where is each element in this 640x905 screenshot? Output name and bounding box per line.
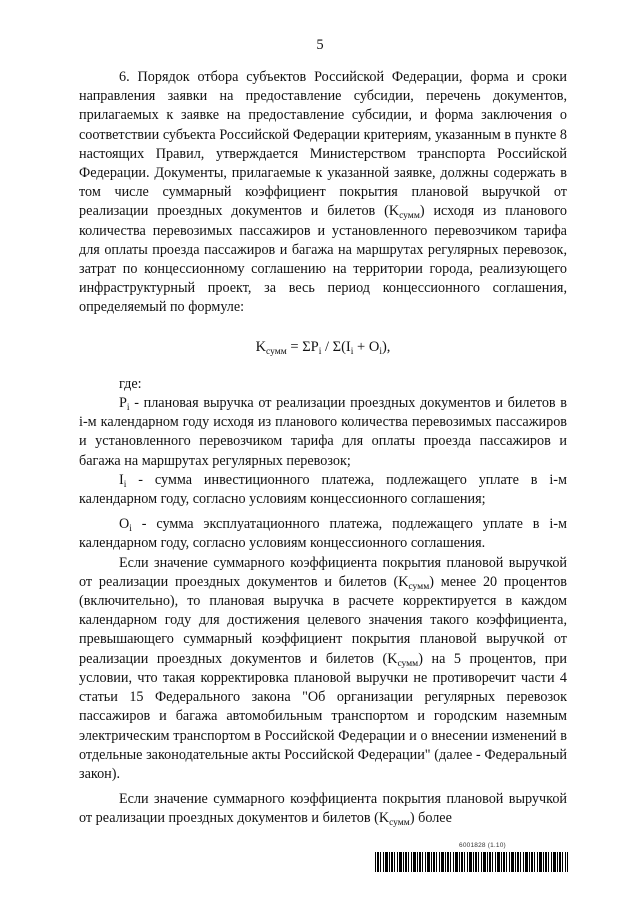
def-p-symbol: P [119,395,127,412]
if1-sub2: сумм [397,658,419,669]
def-i-sub: i [123,479,127,490]
if2-sub1: сумм [389,818,410,829]
definition-i [79,471,567,509]
formula-sub-i3: i [379,346,382,357]
formula-sub-i2: i [350,346,354,357]
def-p-sub: i [126,403,130,414]
formula-sub-i1: i [318,346,322,357]
def-o-text: - сумма эксплуатационного платежа, подлежащего уплате в i-м календарном году, согласно условиям концессионного соглашения. [79,516,567,552]
if2-part-a: Если значение суммарного коэффициента покрытия плановой выручкой от реализации проездных документов и билетов (K [79,791,567,827]
formula-part3: + O [353,338,380,355]
page-number: 5 [316,37,324,53]
paragraph-if-less [79,554,567,784]
paragraph-6-text: 6. Порядок отбора субъектов Российской Федерации, форма и сроки направления заявки на предоставление субсидии, перечень документов, прилагаемых к заявке на предоставление субсидии, и форма заключения о соответствии субъекта Российской Федерации критериям, указанным в пункте 8 настоящих Правил, утверждается Министерством транспорта Российской Федерации. Документы, прилагаемые к указанной заявке, должны содержать в том числе суммарный коэффициент покрытия плановой выручкой от реализации проездных документов и билетов (K [79,69,567,220]
def-o-sub: i [129,524,132,535]
if1-part-a: Если значение суммарного коэффициента покрытия плановой выручкой от реализации проездных документов и билетов (K [79,554,567,590]
formula-part1: = ΣP [286,338,319,355]
document-stamp: 6001828 (1.10) [459,842,506,849]
definition-p [79,394,567,471]
formula-k-sub: сумм [266,346,287,357]
definition-o [79,515,567,553]
if2-part-b: ) более [409,810,452,827]
formula [79,338,567,357]
paragraph-6-continuation: ) исходя из планового количества перевозимых пассажиров и установленного перевозчиком тарифа для оплаты проезда пассажиров и багажа на маршрутах регулярных перевозок, затрат по концессионному соглашению на территории города, реализующего инфраструктурный проект, за весь период концессионного соглашения, определяемый по формуле: [79,203,567,316]
if1-part-c: ) на 5 процентов, при условии, что такая корректировка плановой выручки не противоречит части 4 статьи 15 Федерального закона "Об организации регулярных перевозок пассажиров и багажа автомобильным транспортом и городским наземным электрическим транспортом в Российской Федерации и о внесении изменений в отдельные законодательные акты Российской Федерации" (далее - Федеральный закон). [79,650,568,782]
def-p-text: - плановая выручка от реализации проездных документов и билетов в i-м календарном году исходя из планового количества перевозимых пассажиров и установленного перевозчиком тарифа для оплаты проезда пассажиров и багажа на маршрутах регулярных перевозок; [79,395,567,469]
formula-k: K [255,338,267,355]
where-label: где: [119,375,142,392]
def-i-symbol: I [119,471,124,488]
formula-part4: ), [381,338,391,355]
def-i-text: - сумма инвестиционного платежа, подлежащего уплате в i-м календарном году, согласно условиям концессионного соглашения; [79,471,567,508]
if1-part-b: ) менее 20 процентов (включительно), то плановая выручка в расчете корректируется в каждом календарном году для достижения целевого значения такого коэффициента, превышающего суммарный коэффициент покрытия плановой выручкой от реализации проездных документов и билетов (K [79,573,567,667]
formula-part2: / Σ(I [321,338,351,355]
barcode-icon [375,852,568,872]
if1-sub1: сумм [408,581,430,592]
paragraph-if-more [79,790,567,828]
k-subscript: сумм [399,211,420,222]
body-text [79,68,567,829]
paragraph-6 [79,68,567,318]
def-o-symbol: O [119,516,130,533]
